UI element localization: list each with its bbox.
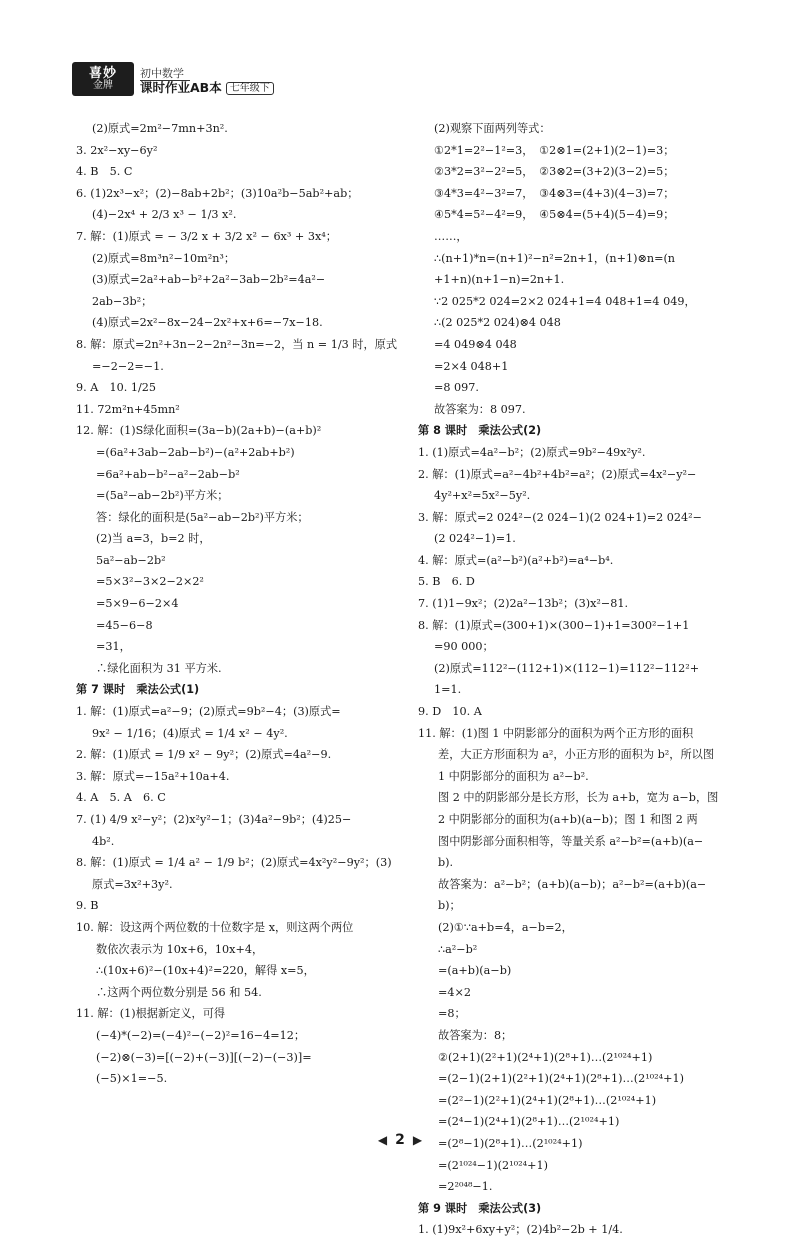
answer-line: 8. 解：原式=2n²+3n−2−2n²−3n=−2，当 n = 1/3 时，原式 bbox=[76, 337, 398, 351]
answer-line: 3. 解：原式=−15a²+10a+4. bbox=[76, 769, 230, 783]
answer-line: =(a+b)(a−b) bbox=[438, 964, 512, 978]
answer-line: (2)当 a=3，b=2 时， bbox=[96, 532, 211, 546]
answer-line: (4)原式=2x²−8x−24−2x²+x+6=−7x−18. bbox=[92, 316, 323, 330]
answer-line: (3)原式=2a²+ab−b²+2a²−3ab−2b²=4a²− bbox=[92, 273, 326, 287]
answer-line: 2. 解：(1)原式=a²−4b²+4b²=a²；(2)原式=4x²−y²− bbox=[418, 467, 697, 481]
answer-column-left bbox=[76, 118, 416, 1090]
logo-line-2: 金牌 bbox=[93, 79, 113, 91]
answer-line: ②(2+1)(2²+1)(2⁴+1)(2⁸+1)…(2¹⁰²⁴+1) bbox=[438, 1050, 653, 1064]
brand-logo bbox=[72, 62, 134, 96]
section-heading: 第 9 课时 乘法公式(3) bbox=[418, 1201, 542, 1215]
answer-line: b). bbox=[438, 856, 454, 870]
book-title: 课时作业AB本 bbox=[140, 80, 222, 96]
next-arrow-icon: ▶ bbox=[412, 1133, 423, 1147]
answer-line: =5×3²−3×2−2×2² bbox=[96, 575, 204, 589]
answer-line: 6. (1)2x³−x²；(2)−8ab+2b²；(3)10a²b−5ab²+ab； bbox=[76, 186, 359, 200]
answer-line: 8. 解：(1)原式 = 1/4 a² − 1/9 b²；(2)原式=4x²y²−9y²；(3) bbox=[76, 856, 392, 870]
answer-line: (−5)×1=−5. bbox=[96, 1072, 168, 1086]
answer-line: (4)−2x⁴ + 2/3 x³ − 1/3 x². bbox=[92, 208, 237, 222]
answer-line: 1 中阴影部分的面积为 a²−b². bbox=[438, 769, 589, 783]
answer-line: 9x² − 1/16；(4)原式 = 1/4 x² − 4y². bbox=[92, 726, 288, 740]
answer-line: 2ab−3b²； bbox=[92, 294, 153, 308]
subject-label: 初中数学 bbox=[140, 68, 190, 81]
answer-line: =4 049⊗4 048 bbox=[434, 337, 517, 351]
header-text bbox=[140, 63, 274, 95]
answer-line: =4×2 bbox=[438, 985, 471, 999]
answer-line: 3. 解：原式=2 024²−(2 024−1)(2 024+1)=2 024²− bbox=[418, 510, 702, 524]
answer-line: (−4)*(−2)=(−4)²−(−2)²=16−4=12； bbox=[96, 1028, 306, 1042]
answer-line: (−2)⊗(−3)=[(−2)+(−3)][(−2)−(−3)]= bbox=[96, 1050, 312, 1064]
answer-line: 1. (1)原式=4a²−b²；(2)原式=9b²−49x²y². bbox=[418, 445, 646, 459]
answer-line: 7. 解：(1)原式 = − 3/2 x + 3/2 x² − 6x³ + 3x⁴； bbox=[76, 229, 337, 243]
answer-line: ∴绿化面积为 31 平方米. bbox=[96, 661, 222, 675]
answer-line: 5a²−ab−2b² bbox=[96, 553, 166, 567]
answer-line: +1+n)(n+1−n)=2n+1. bbox=[434, 273, 565, 287]
answer-line: (2)原式=2m²−7mn+3n². bbox=[92, 122, 228, 135]
answer-line: =(2²−1)(2²+1)(2⁴+1)(2⁸+1)…(2¹⁰²⁴+1) bbox=[438, 1093, 657, 1107]
answer-line: ∴(n+1)*n=(n+1)²−n²=2n+1，(n+1)⊗n=(n bbox=[434, 251, 676, 265]
answer-line: ③4*3=4²−3²=7， ③4⊗3=(4+3)(4−3)=7； bbox=[434, 186, 675, 200]
section-heading: 第 7 课时 乘法公式(1) bbox=[76, 683, 200, 697]
answer-line: ∴a²−b² bbox=[438, 942, 478, 956]
answer-line: 4b². bbox=[92, 834, 115, 848]
answer-line: =90 000； bbox=[434, 640, 494, 654]
answer-line: (2)原式=8m³n²−10m²n³； bbox=[92, 251, 236, 265]
answer-line: 原式=3x²+3y². bbox=[92, 877, 173, 891]
answer-line: ∴(10x+6)²−(10x+4)²=220，解得 x=5， bbox=[96, 964, 315, 978]
answer-line: =(5a²−ab−2b²)平方米； bbox=[96, 489, 229, 503]
answer-line: (2 024²−1)=1. bbox=[434, 532, 516, 546]
answer-line: 差，大正方形面积为 a²，小正方形的面积为 b²，所以图 bbox=[438, 748, 715, 762]
answer-line: =(6a²+3ab−2ab−b²)−(a²+2ab+b²) bbox=[96, 445, 295, 459]
answer-line: =(2−1)(2+1)(2²+1)(2⁴+1)(2⁸+1)…(2¹⁰²⁴+1) bbox=[438, 1072, 684, 1086]
page-footer bbox=[0, 1132, 800, 1148]
answer-line: =6a²+ab−b²−a²−2ab−b² bbox=[96, 467, 240, 481]
answer-line: 图 2 中的阴影部分是长方形，长为 a+b，宽为 a−b，图 bbox=[438, 791, 719, 805]
answer-line: 2 中阴影部分的面积为(a+b)(a−b)；图 1 和图 2 两 bbox=[438, 813, 698, 826]
answer-line: 11. 解：(1)根据新定义，可得 bbox=[76, 1007, 226, 1021]
answer-line: 9. A 10. 1/25 bbox=[76, 381, 156, 395]
answer-line: 4. B 5. C bbox=[76, 165, 133, 179]
answer-line: ∴这两个两位数分别是 56 和 54. bbox=[96, 985, 262, 999]
answer-line: 10. 解：设这两个两位数的十位数字是 x，则这两个两位 bbox=[76, 920, 354, 934]
answer-line: b)； bbox=[438, 899, 461, 913]
answer-line: ∵2 025*2 024=2×2 024+1=4 048+1=4 049， bbox=[434, 294, 696, 308]
answer-line: =8 097. bbox=[434, 381, 479, 395]
answer-line: 1. (1)9x²+6xy+y²；(2)4b²−2b + 1/4. bbox=[418, 1223, 623, 1237]
answer-line: 12. 解：(1)S绿化面积=(3a−b)(2a+b)−(a+b)² bbox=[76, 424, 322, 438]
answer-line: =2×4 048+1 bbox=[434, 359, 509, 373]
answer-line: 1. 解：(1)原式=a²−9；(2)原式=9b²−4；(3)原式= bbox=[76, 705, 341, 719]
answer-line: =8； bbox=[438, 1007, 466, 1021]
answer-line: 9. B bbox=[76, 899, 99, 913]
answer-line: =(2⁴−1)(2⁴+1)(2⁸+1)…(2¹⁰²⁴+1) bbox=[438, 1115, 620, 1129]
answer-line: =5×9−6−2×4 bbox=[96, 597, 179, 611]
answer-line: =(2⁸−1)(2⁸+1)…(2¹⁰²⁴+1) bbox=[438, 1136, 583, 1150]
answer-line: 答：绿化的面积是(5a²−ab−2b²)平方米； bbox=[96, 510, 309, 524]
answer-line: =2²⁰⁴⁸−1. bbox=[438, 1180, 493, 1194]
grade-badge: 七年级下 bbox=[226, 82, 274, 95]
answer-line: ②3*2=3²−2²=5， ②3⊗2=(3+2)(3−2)=5； bbox=[434, 165, 675, 179]
answer-line: 5. B 6. D bbox=[418, 575, 475, 589]
answer-line: 9. D 10. A bbox=[418, 705, 482, 719]
answer-line: (2)原式=112²−(112+1)×(112−1)=112²−112²+ bbox=[434, 661, 700, 675]
answer-line: 4. A 5. A 6. C bbox=[76, 791, 166, 805]
answer-line: 图中阴影部分面积相等，等量关系 a²−b²=(a+b)(a− bbox=[438, 834, 704, 848]
answer-line: 4. 解：原式=(a²−b²)(a²+b²)=a⁴−b⁴. bbox=[418, 553, 614, 567]
section-heading: 第 8 课时 乘法公式(2) bbox=[418, 424, 542, 438]
answer-line: 11. 解：(1)图 1 中阴影部分的面积为两个正方形的面积 bbox=[418, 726, 694, 740]
answer-line: 8. 解：(1)原式=(300+1)×(300−1)+1=300²−1+1 bbox=[418, 618, 690, 632]
answer-line: =45−6−8 bbox=[96, 618, 153, 632]
answer-line: 故答案为：8； bbox=[438, 1028, 513, 1042]
answer-line: ④5*4=5²−4²=9， ④5⊗4=(5+4)(5−4)=9； bbox=[434, 208, 675, 222]
answer-line: =31， bbox=[96, 640, 131, 654]
answer-line: (2)①∵a+b=4，a−b=2， bbox=[438, 920, 573, 934]
answer-line: 7. (1)1−9x²；(2)2a²−13b²；(3)x²−81. bbox=[418, 597, 629, 611]
page-number: 2 bbox=[395, 1132, 405, 1148]
answer-line: 11. 72m²n+45mn² bbox=[76, 402, 180, 416]
answer-line: 4y²+x²=5x²−5y². bbox=[434, 489, 531, 503]
prev-arrow-icon: ◀ bbox=[377, 1133, 388, 1147]
answer-line: ①2*1=2²−1²=3， ①2⊗1=(2+1)(2−1)=3； bbox=[434, 143, 675, 157]
answer-line: ……， bbox=[434, 229, 468, 243]
answer-line: 故答案为：8 097. bbox=[434, 402, 526, 416]
answer-line: 2. 解：(1)原式 = 1/9 x² − 9y²；(2)原式=4a²−9. bbox=[76, 748, 332, 762]
answer-line: 7. (1) 4/9 x²−y²；(2)x²y²−1；(3)4a²−9b²；(4)25− bbox=[76, 813, 352, 826]
answer-line: 故答案为：a²−b²；(a+b)(a−b)；a²−b²=(a+b)(a− bbox=[438, 877, 707, 891]
answer-line: =(2¹⁰²⁴−1)(2¹⁰²⁴+1) bbox=[438, 1158, 548, 1172]
answer-line: (2)观察下面两列等式： bbox=[434, 122, 551, 135]
answer-line: 1=1. bbox=[434, 683, 462, 697]
answer-column-right bbox=[418, 118, 758, 1241]
answer-line: ∴(2 025*2 024)⊗4 048 bbox=[434, 316, 561, 330]
logo-line-1: 喜妙 bbox=[88, 65, 117, 81]
page-header bbox=[72, 62, 274, 96]
answer-line: 数依次表示为 10x+6，10x+4， bbox=[96, 942, 264, 956]
answer-line: 3. 2x²−xy−6y² bbox=[76, 143, 158, 157]
answer-line: =−2−2=−1. bbox=[92, 359, 164, 373]
